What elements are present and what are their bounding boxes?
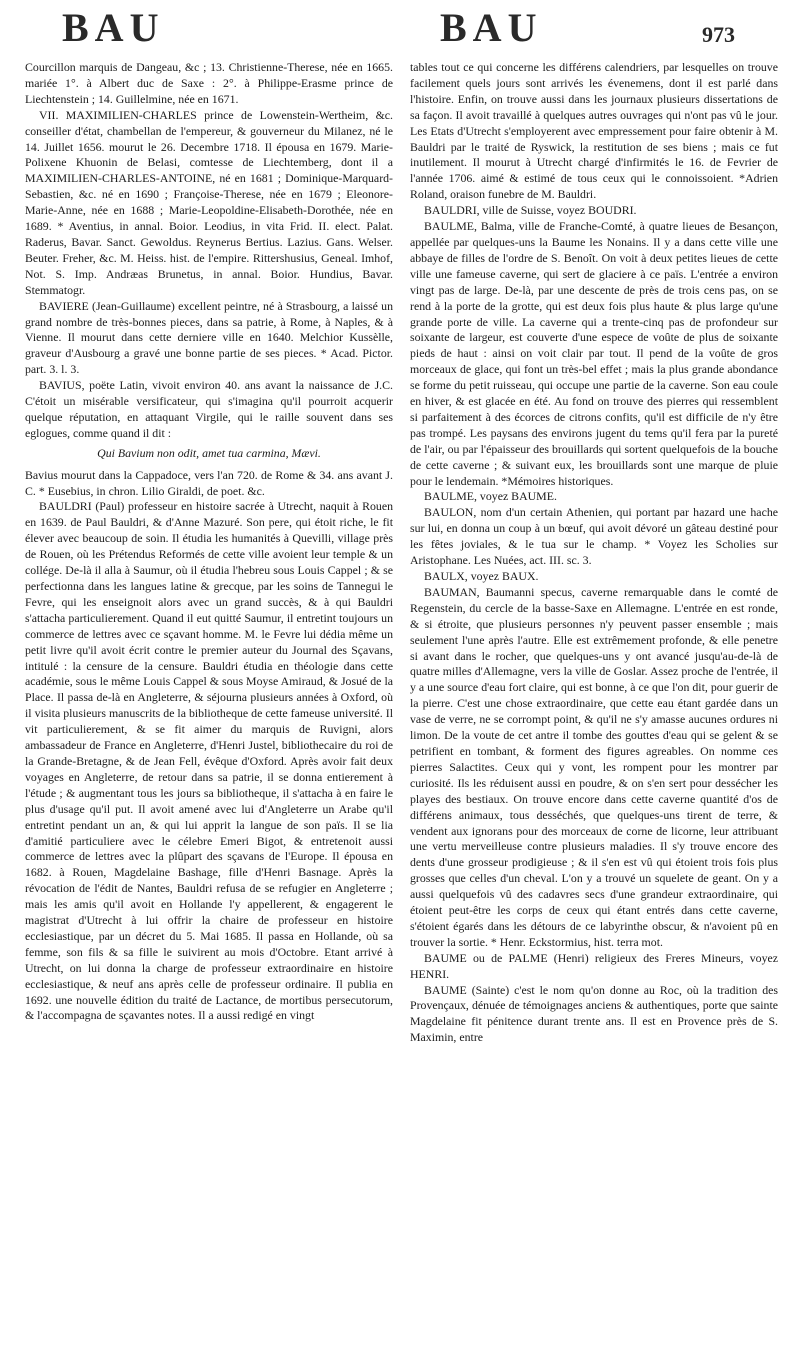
entry-baulx: BAULX, voyez BAUX. [424, 569, 539, 583]
entry-continuation: Courcillon marquis de Dangeau, &c ; 13. Christienne-Therese, née en 1665. mariée 1°. à Albert duc de Saxe : 2°. à Philippe-Erasme prince de Liechtenstein ; 14. Guillelmine, née en 1671. [25, 60, 393, 106]
verse-quotation: Qui Bavium non odit, amet tua carmina, Mævi. [97, 445, 321, 460]
entry-bauldri-ville: BAULDRI, ville de Suisse, voyez BOUDRI. [424, 203, 637, 218]
entry-baulme-ref: BAULME, voyez BAUME. [424, 489, 557, 504]
right-column [410, 60, 778, 1345]
entry-bavius-cont: Bavius mourut dans la Cappadoce, vers l'an 720. de Rome & 34. ans avant J. C. * Eusebius, in chron. Lilio Giraldi, de poet. &c. [25, 467, 393, 498]
entry-baume-sainte: BAUME (Sainte) c'est le nom qu'on donne au Roc, où la tradition des Provençaux, dénuée de témoignages anciens & authentiques, porte que sainte Magdelaine fit pénitence durant trente ans. Il est en Provence près de S. Maximin, entre [410, 982, 778, 1045]
entry-baulon: BAULON, nom d'un certain Athenien, qui portant par hazard une hache sur lui, en donna un coup à un bœuf, qui avoit dévoré un gâteau destiné pour les fêtes joviales, & le tua sur le champ. * Voyez les Scholies sur Aristophane. Les Nuées, act. III. sc. 3. [410, 505, 778, 568]
entry-baume-henri: BAUME ou de PALME (Henri) religieux des Freres Mineurs, voyez HENRI. [410, 950, 778, 981]
entry-bauldri-paul: BAULDRI (Paul) professeur en histoire sacrée à Utrecht, naquit à Rouen en 1639. de Paul Bauldri, & d'Anne Mazuré. Son pere, qui étoit riche, le fit élever avec beaucoup de soin. Il étudia les humanités à Quevilli, village près de Rouen, où les Prétendus Reformés de cette ville avoient leur temple & un collége. De-là il alla à Saumur, où il étudia l'hebreu sous Louis Cappel ; & se perfectionna dans les langues latine & grecque, par les soins de Tannegui le Fevre, qui les enseignoit alors avec un grand succès, & à qui Bauldri s'attacha particulierement. Quand il eut quitté Saumur, il entretint toujours un commerce de lettres avec ce sçavant homme. M. le Fevre lui dédia même un petit livre qu'il avoit écrit contre le premier auteur du Journal des Sçavans, intitulé : la censure de la censure. Bauldri étudia en théologie dans cette académie, sous le même Louis Cappel & sous Moyse Amiraud, & Josué de la Place. Il passa de-là en Angleterre, & séjourna plusieurs années à Oxford, où il visita plusieurs manuscrits de la bibliotheque de cette fameuse université. Il vit particulierement, & se fit aimer du marquis de Ruvigni, alors ambassadeur de France en Angleterre, d'Henri Justel, bibliothecaire du roi de la Grande-Bretagne, & de Jean Fell, évêque d'Oxford. Après avoir fait deux voyages en Angleterre, de retour dans sa patrie, il se donna entierement à l'étude ; & augmentant tous les jours sa bibliotheque, il s'attacha à en faire le plus d'usage qu'il put. Il avoit amené avec lui d'Angleterre un Arabe qu'il entretint pendant un an, & qui lui apprit la langue de son païs. Il se lia d'amitié particuliere avec le célebre Emeri Bigot, & entretenoit aussi commerce de lettres avec la plûpart des sçavans de l'Europe. Il épousa en 1682. à Rouen, Magdelaine Bashage, fille d'Henri Basnage. Après la révocation de l'édit de Nantes, Bauldri refusa de se refugier en Angleterre ; mais les amis qu'il avoit en Hollande l'y appellerent, & engagerent le magistrat d'Utrecht à lui offrir la chaire de professeur en histoire ecclesiastique, par un décret du 5. Mai 1685. Il passa en Hollande, où sa femme, son fils & sa fille le suivirent au mois d'Octobre. Etant arrivé à Utrecht, on lui donna la charge de professeur extraordinaire en histoire ecclesiastique, & neuf ans après celle de professeur ordinaire. Il publia en 1692. une nouvelle édition du traité de Lactance, de mortibus persecutorum, & l'accompagna de sçavantes notes. Il a aussi redigé en vingt [25, 499, 393, 1023]
running-head-right: BAU [440, 5, 543, 50]
running-head-left: BAU [62, 5, 165, 50]
entry-maximilien-charles: VII. MAXIMILIEN-CHARLES prince de Lowenstein-Wertheim, &c. conseiller d'état, chambellan de l'empereur, & gouverneur du Milanez, né le 14. Juillet 1656. mourut le 26. Decembre 1718. Il épousa en 1679. Marie-Polixene Khuonin de Belasi, comtesse de Liechtemberg, dont il a MAXIMILIEN-CHARLES-ANTOINE, né en 1681 ; Dominique-Marquard-Sebastien, &c. né en 1690 ; Françoise-Therese, née en 1679 ; Eleonore-Marie-Anne, née en 1688 ; Marie-Leopoldine-Elisabeth-Dorothée, née en 1689. * Aventius, in annal. Boior. Leodius, in vita Frid. II. elect. Palat. Raderus, Bavar. Sanct. Gewoldus. Reynerus Bertius. Lazius. Gans. Welser. Beuter. Freher, &c. M. Heiss. hist. de l'empire. Rittershusius, Geneal. Imhof, Not. S. Imp. Andræas Brunetus, in annal. Boior. Hundius, Bavar. Stemmatogr. [25, 107, 393, 297]
entry-baviere: BAVIERE (Jean-Guillaume) excellent peintre, né à Strasbourg, a laissé un grand nombre de très-bonnes pieces, dans sa patrie, à Rome, à Naples, & à Vienne. Il mourut dans cette derniere ville en 1640. Melchior Kussèlle, graveur d'Ausbourg a gravé une bonne partie de ses pieces. * Acad. Pictor. part. 3. l. 3. [25, 298, 393, 377]
entry-bauman: BAUMAN, Baumanni specus, caverne remarquable dans le comté de Regenstein, du cercle de la basse-Saxe en Allemagne. L'entrée en est ronde, & si étroite, que plusieurs personnes n'y peuvent passer ensemble ; mais seulement l'une après l'autre. Elle est extrêmement profonde, & elle penetre si avant dans le rocher, que quelques-uns y ont avancé jusqu'au-de-là de quatre milles d'Allemagne, vers la ville de Goslar. Assez proche de l'entrée, il y a une source d'eau fort claire, qui est bonne, à ce que l'on dit, pour guerir de la pierre. C'est une chose extraordinaire, que cette eau étant gardée dans un vase de verre, ne se corrompt point, & qu'il ne s'y amasse aucunes ordures ni limon. De la voute de cet antre il tombe des gouttes d'eau qui se gelent & se petrifient en tombant, & forment des figures agreables. On nomme ces pierres Salactites. Ceux qui y vont, les rompent pour les montrer par curiosité. Ils les réduisent aussi en poudre, & on s'en sert pour dessécher les playes des bestiaux. On trouve encore dans cette caverne quantité d'os de différens animaux, tous desséchés, que quelques-uns tirent de terre, & vendent aux ignorans pour des morceaux de corne de licorne, leur attribuant une vertu merveilleuse contre plusieurs maladies. Il s'y trouve encore des dents d'une grosseur prodigieuse ; & il s'en est vû qui étoient trois fois plus grosses que celles d'un cheval. L'on y a trouvé un squelete de geant. On y a aussi quelquefois vû des cadavres secs d'une grandeur extraordinaire, qui étoient peut-être les corps de ceux qui étant entrés dans cette caverne, s'étoient égarés dans les détours de ce labyrinthe obscur, & n'avoient pû en trouver la sortie. * Henr. Eckstormius, hist. terra mot. [410, 584, 778, 949]
entry-baulme: BAULME, Balma, ville de Franche-Comté, à quatre lieues de Besançon, appellée par quelques-uns la Baume les Nonains. Il y a dans cette ville une abbaye de filles de l'ordre de S. Benoît. On voit à deux petites lieues de cette ville une fameuse caverne, qui sert de glaciere à ce païs. L'entrée a environ vingt pas de large. De-là, par une descente de près de trois cens pas, on se rend à la porte de la grotte, qui est deux fois plus haute & plus large qu'une grande porte de ville. La caverne qui a trente-cinq pas de profondeur sur soixante de largeur, est couverte d'une espece de voûte de plus de soixante pieds de haut : ainsi on voit clair par tout. Il pend de la voûte de gros morceaux de glace, qui font un très-bel effet ; mais la plus grande abondance se forme du petit ruisseau, qui occupe une partie de la caverne. Son eau coule en hiver, & est glacée en été. Au fond on trouve des pierres qui ressemblent si parfaitement à des écorces de citrons confits, qu'il est difficile de n'y être pas trompé. Les paysans des environs jugent du tems qu'il fera par la pureté de l'air, ou par l'épaisseur des brouillards qui sortent quelquefois de la bouche de cette caverne ; & suivant eux, les brouillards sont une marque de pluie pour le lendemain. *Mémoires historiques. [410, 219, 778, 488]
page-number: 973 [702, 22, 735, 47]
entry-bauldri-cont: tables tout ce qui concerne les différens calendriers, par lesquelles on trouve facilement quels jours sont arrivés les évenemens, dont il est parlé dans l'histoire. Enfin, on trouve aussi dans les journaux plusieurs dissertations de sa façon. Il avoit travaillé à quelques autres ouvrages qui n'ont pas vû le jour. Les Etats d'Utrecht s'employerent avec empressement pour faire obtenir à M. Bauldri par le traité de Ryswick, la restitution de ses biens ; mais ce fut inutilement. Il mourut à Utrecht chargé d'infirmités le 16. de Fevrier de l'année 1706. aimé & estimé de tous ceux qui le connoissoient. *Adrien Roland, oraison funebre de M. Bauldri. [410, 60, 778, 202]
entry-bavius: BAVIUS, poëte Latin, vivoit environ 40. ans avant la naissance de J.C. C'étoit un misérable versificateur, qui s'imagina qu'il pourroit acquerir quelque réputation, en attaquant Virgile, qui le raille souvent dans ses eglogues, comme quand il dit : [25, 378, 393, 440]
left-column [25, 60, 393, 1345]
